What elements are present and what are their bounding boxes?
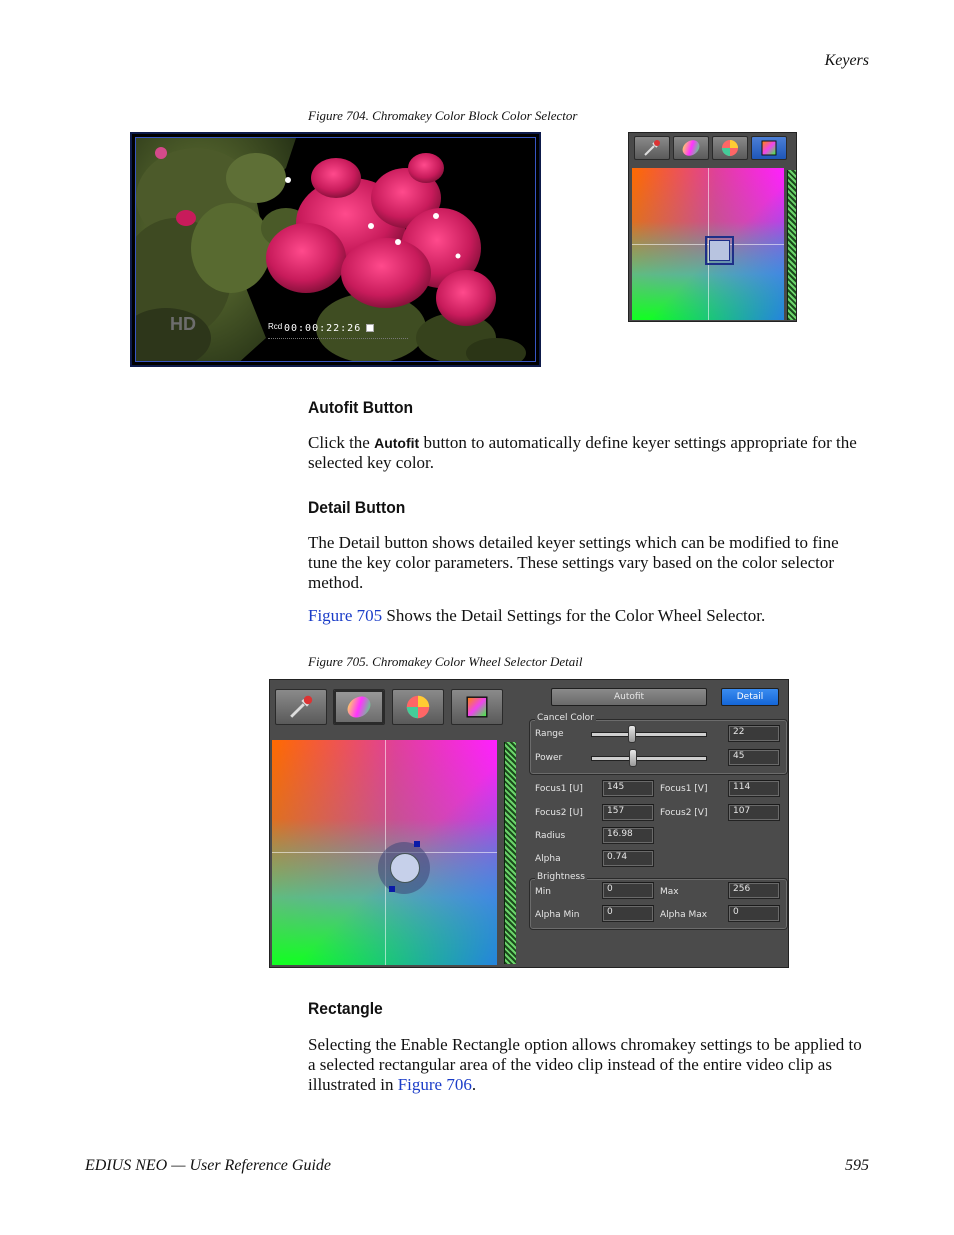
pie-selector-button[interactable]	[392, 689, 444, 725]
autofit-button[interactable]: Autofit	[551, 688, 707, 706]
focus1-v-field[interactable]: 114	[728, 780, 780, 797]
focus2-u-label: Focus2 [U]	[535, 808, 583, 818]
color-block-icon	[463, 693, 491, 721]
focus1-v-label: Focus1 [V]	[660, 784, 708, 794]
eyedropper-button[interactable]	[634, 136, 670, 160]
color-block-icon	[759, 138, 779, 158]
figure-704-caption: Figure 704. Chromakey Color Block Color Selector	[308, 108, 578, 123]
figure-706-link[interactable]: Figure 706	[397, 1075, 472, 1094]
eyedropper-button[interactable]	[275, 689, 327, 725]
focus2-v-field[interactable]: 107	[728, 804, 780, 821]
rectangle-text-end: .	[471, 1075, 477, 1094]
figure-705-caption: Figure 705. Chromakey Color Wheel Selector Detail	[308, 654, 583, 669]
page-number: 595	[845, 1157, 869, 1174]
max-label: Max	[660, 887, 679, 897]
brightness-strip[interactable]	[787, 170, 796, 320]
chroma-area[interactable]	[632, 168, 784, 320]
radius-field[interactable]: 16.98	[602, 827, 654, 844]
color-block-button[interactable]	[451, 689, 503, 725]
rectangle-paragraph	[308, 1035, 868, 1095]
color-wheel-detail-panel	[269, 679, 789, 968]
eyedropper-icon	[287, 693, 315, 721]
detail-figure-reference	[308, 606, 868, 626]
running-header: Keyers	[824, 52, 869, 69]
color-wheel-icon	[344, 693, 374, 721]
focus2-handle[interactable]	[389, 886, 395, 892]
timeline-ticks	[268, 338, 408, 340]
alpha-max-field[interactable]: 0	[728, 905, 780, 922]
brightness-strip[interactable]	[504, 742, 516, 964]
range-label: Range	[535, 729, 564, 739]
autofit-text-after: button to automatically define keyer settings appropriate for the selected key color.	[308, 433, 857, 472]
range-slider-track[interactable]	[591, 732, 707, 737]
rectangle-heading: Rectangle	[308, 999, 383, 1018]
color-wheel-button[interactable]	[333, 689, 385, 725]
autofit-heading: Autofit Button	[308, 398, 414, 417]
timecode: 00:00:22:26	[284, 323, 362, 334]
brightness-title: Brightness	[537, 872, 585, 882]
rectangle-text: Selecting the Enable Rectangle option allows chromakey settings to be applied to a selected rectangular area of the video clip instead of the entire video clip as illustrated in	[308, 1035, 862, 1094]
alpha-min-field[interactable]: 0	[602, 905, 654, 922]
color-wheel-icon	[680, 138, 702, 158]
footer-title: EDIUS NEO — User Reference Guide	[85, 1157, 332, 1174]
alpha-max-label: Alpha Max	[660, 910, 708, 920]
pie-selector-icon	[720, 138, 740, 158]
alpha-field[interactable]: 0.74	[602, 850, 654, 867]
detail-paragraph: The Detail button shows detailed keyer settings which can be modified to fine tune the key color parameters. These settings vary based on the color selector method.	[308, 533, 839, 592]
autofit-paragraph	[308, 433, 868, 473]
radius-label: Radius	[535, 831, 566, 841]
range-field[interactable]: 22	[728, 725, 780, 742]
range-slider-thumb[interactable]	[628, 725, 636, 743]
detail-reference-text: Shows the Detail Settings for the Color Wheel Selector.	[382, 606, 766, 625]
detail-heading: Detail Button	[308, 498, 406, 517]
power-slider-track[interactable]	[591, 756, 707, 761]
rec-label: Rcd	[268, 322, 283, 331]
figure-705-link[interactable]: Figure 705	[308, 606, 383, 625]
alpha-min-label: Alpha Min	[535, 910, 580, 920]
power-slider-thumb[interactable]	[629, 749, 637, 767]
focus2-v-label: Focus2 [V]	[660, 808, 708, 818]
max-field[interactable]: 256	[728, 882, 780, 899]
color-block-selector-panel	[628, 132, 797, 322]
autofit-bold-word: Autofit	[374, 435, 420, 451]
detail-button[interactable]: Detail	[721, 688, 779, 706]
video-preview	[130, 132, 541, 367]
min-label: Min	[535, 887, 551, 897]
color-wheel-button[interactable]	[673, 136, 709, 160]
color-block-button[interactable]	[751, 136, 787, 160]
autofit-text-before: Click the	[308, 433, 375, 452]
timecode-indicator	[366, 324, 374, 332]
focus1-u-field[interactable]: 145	[602, 780, 654, 797]
selection-block[interactable]	[705, 236, 734, 265]
hd-logo: HD	[170, 314, 196, 334]
pie-selector-button[interactable]	[712, 136, 748, 160]
eyedropper-icon	[642, 138, 662, 158]
focus1-u-label: Focus1 [U]	[535, 784, 583, 794]
focus1-handle[interactable]	[414, 841, 420, 847]
alpha-label: Alpha	[535, 854, 561, 864]
chroma-area[interactable]	[272, 740, 497, 965]
power-label: Power	[535, 753, 563, 763]
pie-selector-icon	[404, 693, 432, 721]
cancel-color-title: Cancel Color	[537, 713, 594, 723]
selector-center	[390, 853, 420, 883]
focus2-u-field[interactable]: 157	[602, 804, 654, 821]
power-field[interactable]: 45	[728, 749, 780, 766]
min-field[interactable]: 0	[602, 882, 654, 899]
